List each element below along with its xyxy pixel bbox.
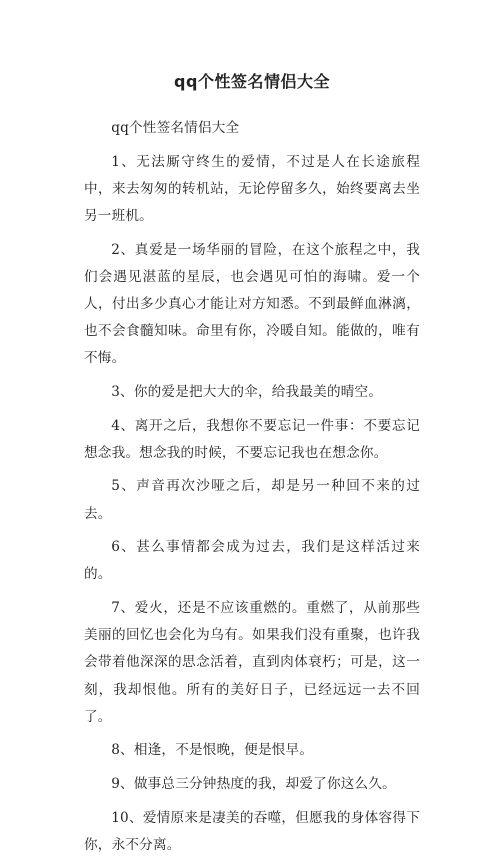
- document-body: [84, 115, 420, 859]
- paragraph-item: 8、相逢，不是恨晚，便是恨早。: [111, 742, 314, 759]
- paragraph-item: 2、真爱是一场华丽的冒险，在这个旅程之中，我们会遇见湛蓝的星辰，也会遇见可怕的海啸。爱一个人，付出多少真心才能让对方知悉。不到最鲜血淋漓，也不会食髓知味。命里有你，冷暖自知。能做的，唯有不悔。: [84, 241, 420, 367]
- paragraph-item: 9、做事总三分钟热度的我，却爱了你这么久。: [111, 775, 396, 792]
- paragraph-item: 4、离开之后，我想你不要忘记一件事：不要忘记想念我。想念我的时候，不要忘记我也在想念你。: [84, 417, 420, 461]
- paragraph-item: 1、无法厮守终生的爱情，不过是人在长途旅程中，来去匆匆的转机站，无论停留多久，始终要离去坐另一班机。: [84, 153, 420, 224]
- paragraph-heading: qq个性签名情侣大全: [111, 120, 240, 136]
- paragraph-item: 10、爱情原来是凄美的吞噬，但愿我的身体容得下你，永不分离。: [84, 809, 420, 853]
- paragraph-item: 6、甚么事情都会成为过去，我们是这样活过来的。: [84, 539, 420, 583]
- paragraph-item: 5、声音再次沙哑之后，却是另一种回不来的过去。: [84, 478, 420, 522]
- page-title: qq个性签名情侣大全: [174, 72, 330, 91]
- paragraph-item: 3、你的爱是把大大的伞，给我最美的晴空。: [111, 384, 383, 400]
- paragraph-item: 7、爱火，还是不应该重燃的。重燃了，从前那些美丽的回忆也会化为乌有。如果我们没有重聚，也许我会带着他深深的思念活着，直到肉体衰朽；可是，这一刻，我却恨他。所有的美好日子，已经远远一去不回了。: [84, 599, 420, 725]
